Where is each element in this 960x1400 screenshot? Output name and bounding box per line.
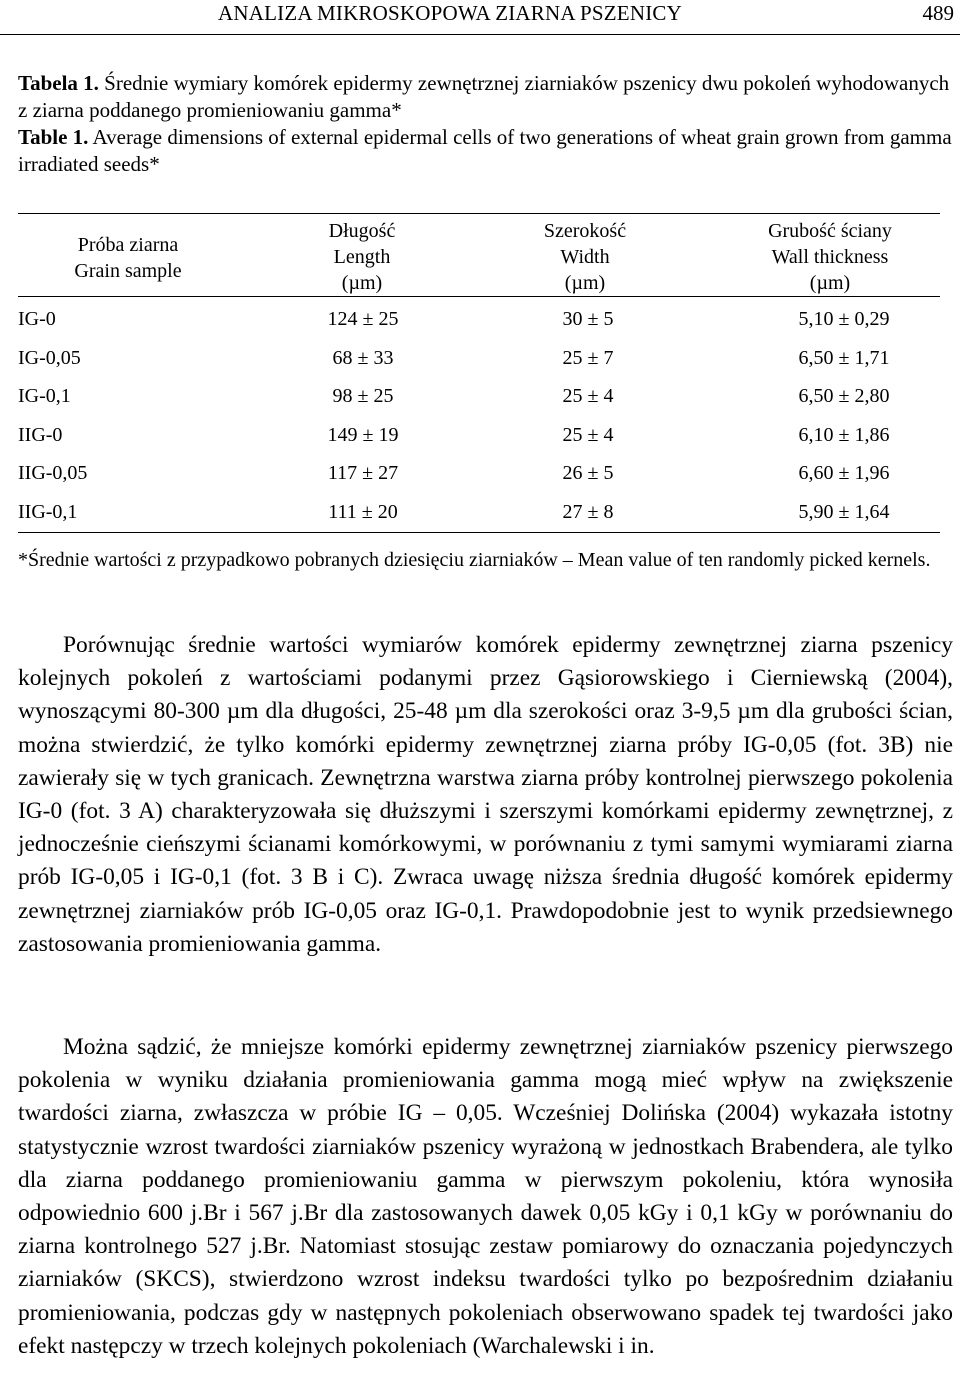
cell-length: 117 ± 27 [327, 462, 399, 485]
table-row [18, 493, 940, 532]
cell-sample: IIG-0,1 [18, 500, 78, 523]
cell-sample: IIG-0,05 [18, 462, 88, 485]
body-paragraph: Można sądzić, że mniejsze komórki epidermy zewnętrznej ziarniaków pszenicy pierwszego pokolenia w wyniku działania promieniowania gamma mogą mieć wpływ na zwiększenie twardości ziarna, zwłaszcza w próbie IG – 0,05. Wcześniej Dolińska (2004) wykazała istotny statystycznie wzrost twardości ziarniaków pszenicy wyrażoną w jednostkach Brabendera, ale tylko dla ziarna poddanego promieniowaniu gamma w pierwszym pokoleniu, która wynosiła odpowiednio 600 j.Br i 567 j.Br dla zastosowanych dawek 0,05 kGy i 0,1 kGy w porównaniu do ziarna kontrolnego 527 j.Br. Natomiast stosując zestaw pomiarowy do oznaczania pojedynczych ziarniaków (SKCS), stwierdzono wzrost indeksu twardości tylko po bezpośrednim działaniu promieniowania, podczas gdy w następnych pokoleniach obserwowano spadek tej twardości jako efekt następczy w trzech kolejnych pokoleniach (Warchalewski i in. [18, 1034, 953, 1359]
table-caption-pl-text: Średnie wymiary komórek epidermy zewnętrznej ziarniaków pszenicy dwu pokoleń wyhodowanych z ziarna poddanego promieniowaniu gamma* [18, 71, 950, 122]
table-caption-en-text: Average dimensions of external epidermal cells of two generations of wheat grain grown from gamma irradiated seeds* [18, 125, 952, 176]
cell-wall-thickness: 6,60 ± 1,96 [798, 462, 890, 485]
running-title: ANALIZA MIKROSKOPOWA ZIARNA PSZENICY [218, 1, 682, 25]
cell-width: 30 ± 5 [562, 308, 614, 330]
table-row [18, 416, 940, 455]
header-wall-thickness [730, 218, 930, 296]
cell-length: 149 ± 19 [327, 423, 399, 446]
header-length-unit: (µm) [341, 272, 383, 294]
cell-sample: IG-0,05 [18, 346, 81, 369]
page-number: 489 [922, 1, 954, 25]
header-wall-thickness-unit: (µm) [809, 272, 851, 294]
header-wall-thickness-en: Wall thickness [771, 246, 889, 268]
dimensions-table [18, 213, 940, 533]
header-width-pl: Szerokość [543, 220, 627, 242]
header-length [292, 218, 432, 296]
table-row [18, 339, 940, 378]
table-label-en: Table 1. [18, 125, 89, 149]
cell-sample: IG-0,1 [18, 385, 71, 408]
cell-sample: IG-0 [18, 308, 56, 330]
cell-width: 27 ± 8 [562, 500, 614, 523]
table-label-pl: Tabela 1. [18, 71, 99, 95]
header-grain-sample [58, 232, 198, 284]
table-header [18, 214, 940, 297]
cell-wall-thickness: 6,50 ± 2,80 [798, 385, 890, 408]
table-footnote: *Średnie wartości z przypadkowo pobranych dziesięciu ziarniaków – Mean value of ten randomly picked kernels. [18, 549, 931, 571]
cell-width: 26 ± 5 [562, 462, 614, 485]
header-width-unit: (µm) [564, 272, 606, 294]
header-width [515, 218, 655, 296]
cell-length: 111 ± 20 [328, 500, 398, 523]
table-row [18, 377, 940, 416]
body-paragraph: Porównując średnie wartości wymiarów komórek epidermy zewnętrznej ziarna pszenicy kolejnych pokoleń z wartościami podanymi przez Gąsiorowskiego i Cierniewską (2004), wynoszącymi 80-300 µm dla długości, 25-48 µm dla szerokości oraz 3-9,5 µm dla grubości ścian, można stwierdzić, że tylko komórki epidermy zewnętrznej ziarna próby IG-0,05 (fot. 3B) nie zawierały się w tych granicach. Zewnętrzna warstwa ziarna próby kontrolnej pierwszego pokolenia IG-0 (fot. 3 A) charakteryzowała się dłuższymi i szerszymi komórkami epidermy zewnętrznej, z jednocześnie cieńszymi ścianami komórkowymi, w porównaniu z tymi samymi wymiarami ziarna prób IG-0,05 i IG-0,1 (fot. 3 B i C). Zwraca uwagę niższa średnia długość komórek epidermy zewnętrznej ziarniaków prób IG-0,05 oraz IG-0,1. Prawdopodobnie jest to wynik przedsiewnego zastosowania promieniowania gamma. [18, 632, 953, 957]
header-wall-thickness-pl: Grubość ściany [768, 220, 892, 242]
cell-wall-thickness: 5,90 ± 1,64 [798, 500, 890, 523]
table-caption-en [18, 124, 953, 178]
cell-length: 68 ± 33 [332, 346, 394, 369]
running-header [0, 0, 960, 35]
cell-wall-thickness: 6,10 ± 1,86 [798, 423, 890, 446]
header-grain-sample-en: Grain sample [74, 260, 182, 282]
table-caption-pl [18, 70, 953, 124]
cell-length: 124 ± 25 [327, 308, 399, 330]
table-body [18, 300, 940, 532]
cell-width: 25 ± 4 [562, 423, 614, 446]
cell-wall-thickness: 6,50 ± 1,71 [798, 346, 890, 369]
header-length-en: Length [333, 246, 391, 268]
table-row [18, 300, 940, 339]
cell-width: 25 ± 7 [562, 346, 614, 369]
table-row [18, 454, 940, 493]
header-width-en: Width [560, 246, 610, 268]
cell-length: 98 ± 25 [332, 385, 394, 408]
header-grain-sample-pl: Próba ziarna [77, 234, 179, 256]
cell-sample: IIG-0 [18, 423, 63, 446]
cell-width: 25 ± 4 [562, 385, 614, 408]
cell-wall-thickness: 5,10 ± 0,29 [798, 308, 890, 330]
header-length-pl: Długość [328, 220, 396, 242]
